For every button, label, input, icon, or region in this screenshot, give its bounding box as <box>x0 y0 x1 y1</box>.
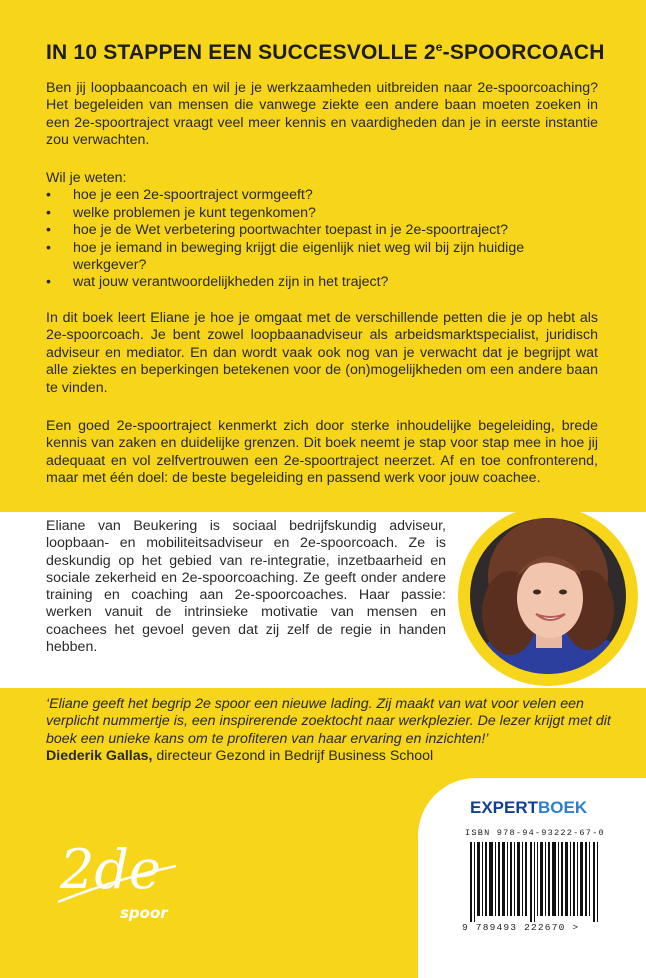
publisher-logo: EXPERTBOEK <box>470 798 588 817</box>
questions-list <box>46 187 598 291</box>
author-portrait-icon <box>470 518 626 674</box>
logo-main-text: 2de <box>60 838 161 901</box>
back-cover-title: IN 10 STAPPEN EEN SUCCESVOLLE 2e-SPOORCOACH <box>46 40 605 64</box>
conclusion-paragraph: Een goed 2e-spoortraject kenmerkt zich door sterke inhoudelijke begeleiding, brede kennis van zaken en duidelijke grenzen. Dit boek neemt je stap voor stap mee in hoe jij adequaat en vol zelfvertrouwen een 2e-spoortraject neerzet. Af en toe confronterend, maar met één doel: de beste begeleiding en passend werk voor jouw coachee. <box>46 418 598 487</box>
questions-heading: Wil je weten: <box>46 170 127 186</box>
list-item: • hoe je een 2e-spoortraject vormgeeft? <box>46 187 598 204</box>
isbn-label: ISBN 978-94-93222-67-0 <box>465 828 605 838</box>
description-paragraph: In dit boek leert Eliane je hoe je omgaat met de verschillende petten die je op hebt als 2e-spoorcoach. Je bent zowel loopbaanadviseur als arbeidsmarktspecialist, juridisch adviseur en mediator. En dan wordt vaak ook nog van je verwacht dat je begrijpt wat alle ziektes en beperkingen betekenen voor de (on)mogelijkheden om een andere baan te vinden. <box>46 310 598 396</box>
logo-sub-text: spoor <box>120 904 168 922</box>
quote-author: Diederik Gallas, directeur Gezond in Bedrijf Business School <box>46 748 434 764</box>
endorsement-quote: ‘Eliane geeft het begrip 2e spoor een nieuwe lading. Zij maakt van wat voor velen een verplicht nummertje is, een inspirerende zoektocht naar werkplezier. De lezer krijgt met dit boek een unieke kans om te profiteren van haar ervaring en inzichten!’ <box>46 696 611 747</box>
list-item: • welke problemen je kunt tegenkomen? <box>46 205 598 222</box>
list-item: • hoe je iemand in beweging krijgt die eigenlijk niet weg wil bij zijn huidige werkgever? <box>46 240 598 275</box>
intro-paragraph: Ben jij loopbaancoach en wil je je werkzaamheden uitbreiden naar 2e-spoorcoaching? Het begeleiden van mensen die vanwege ziekte een andere baan moeten zoeken in een 2e-spoortraject vraagt veel meer kennis en vaardigheden dan je in eerste instantie zou verwachten. <box>46 80 598 149</box>
list-item: • hoe je de Wet verbetering poortwachter toepast in je 2e-spoortraject? <box>46 222 598 239</box>
author-bio: Eliane van Beukering is sociaal bedrijfskundig adviseur, loopbaan- en mobiliteitsadviseur en 2e-spoorcoach. Ze is deskundig op het gebied van re-integratie, inzetbaarheid en sociale zekerheid en 2e-spoorcoaching. Ze geeft onder andere training en coaching aan 2e-spoorcoaches. Haar passie: werken vanuit de intrinsieke motivatie van mensen en coachees het gevoel geven dat zij zelf de regie in handen hebben. <box>46 518 446 656</box>
barcode-number: 9 789493 222670 > <box>462 922 580 933</box>
list-item: • wat jouw verantwoordelijkheden zijn in het traject? <box>46 274 598 291</box>
barcode-icon <box>470 842 600 922</box>
author-photo <box>470 518 626 674</box>
2de-spoor-logo <box>52 830 182 925</box>
questions-section <box>46 170 598 292</box>
